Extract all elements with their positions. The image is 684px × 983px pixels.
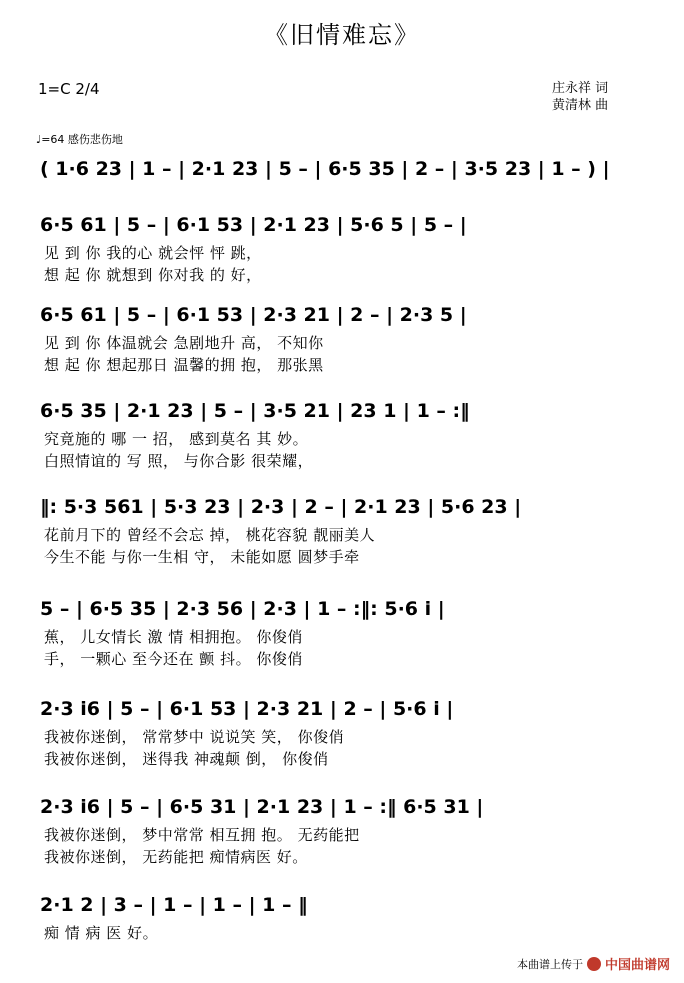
notation-text: 6·5 61 | 5 – | 6·1 53 | 2·3 21 | 2 – | 2·3 5 | (40, 304, 467, 326)
lyric-text: 我被你迷倒， 迷得我 神魂颠 倒， 你俊俏 (44, 750, 329, 768)
lyric-text: 痴 情 病 医 好。 (44, 924, 159, 942)
composer: 黄清林 曲 (552, 98, 609, 113)
lyric-line (0, 524, 684, 546)
footer-text: 本曲谱上传于 (516, 957, 583, 971)
lyric-text: 见 到 你 我的心 就会怦 怦 跳， (44, 244, 262, 262)
key-signature: 1=C 2/4 (38, 80, 100, 98)
lyricist: 庄永祥 词 (552, 81, 609, 96)
credits (552, 80, 608, 114)
lyric-text: 蕉， 儿女情长 激 情 相拥抱。 你俊俏 (44, 628, 303, 646)
score-system (0, 298, 684, 376)
notation-text: 6·5 61 | 5 – | 6·1 53 | 2·1 23 | 5·6 5 | 5 – | (40, 214, 467, 236)
lyric-text: 花前月下的 曾经不会忘 掉， 桃花容貌 靓丽美人 (44, 526, 376, 544)
lyric-line (0, 922, 684, 944)
notation-text: ‖: 5·3 561 | 5·3 23 | 2·3 | 2 – | 2·1 23 | 5·6 23 | (40, 496, 522, 518)
notation-row (0, 394, 684, 428)
site-logo[interactable]: 中国曲谱网 (604, 958, 670, 973)
score-system (0, 592, 684, 670)
score-system (0, 888, 684, 944)
notation-text: 2·3 i6 | 5 – | 6·1 53 | 2·3 21 | 2 – | 5·6 i | (40, 698, 454, 720)
tempo-marking: ♩=64 感伤悲伤地 (36, 133, 123, 146)
lyric-line (0, 748, 684, 770)
notation-row (0, 208, 684, 242)
lyric-line (0, 264, 684, 286)
lyric-text: 我被你迷倒， 梦中常常 相互拥 抱。 无药能把 (44, 826, 360, 844)
lyric-text: 我被你迷倒， 常常梦中 说说笑 笑， 你俊俏 (44, 728, 345, 746)
lyric-line (0, 450, 684, 472)
notation-text: 2·1 2 | 3 – | 1 – | 1 – | 1 – ‖ (40, 894, 308, 916)
page-title: 《旧情难忘》 (264, 21, 420, 49)
notation-text: 5 – | 6·5 35 | 2·3 56 | 2·3 | 1 – :‖: 5·6 i | (40, 598, 445, 620)
notation-text: 6·5 35 | 2·1 23 | 5 – | 3·5 21 | 23 1 | 1 – :‖ (40, 400, 470, 422)
lyric-line (0, 648, 684, 670)
lyric-line (0, 546, 684, 568)
lyric-line (0, 354, 684, 376)
score-system (0, 490, 684, 568)
notation-row (0, 790, 684, 824)
notation-row (0, 298, 684, 332)
score-system (0, 692, 684, 770)
lyric-text: 我被你迷倒， 无药能把 痴情病医 好。 (44, 848, 308, 866)
lyric-text: 想 起 你 就想到 你对我 的 好， (44, 266, 262, 284)
lyric-text: 白照情谊的 写 照， 与你合影 很荣耀， (44, 452, 314, 470)
lyric-text: 今生不能 与你一生相 守， 未能如愿 圆梦手牵 (44, 548, 360, 566)
score-system (0, 790, 684, 868)
lyric-line (0, 824, 684, 846)
notation-text: ( 1·6 23 | 1 – | 2·1 23 | 5 – | 6·5 35 | 2 – | 3·5 23 | 1 – ) | (40, 158, 610, 180)
lyric-line (0, 726, 684, 748)
score-system (0, 394, 684, 472)
notation-row (0, 592, 684, 626)
lyric-text: 究竟施的 哪 一 招， 感到莫名 其 妙。 (44, 430, 309, 448)
notation-row (0, 490, 684, 524)
lyric-text: 想 起 你 想起那日 温馨的拥 抱， 那张黑 (44, 356, 324, 374)
site-logo-icon (587, 957, 601, 971)
lyric-line (0, 626, 684, 648)
notation-row (0, 152, 684, 186)
notation-row (0, 692, 684, 726)
lyric-text: 见 到 你 体温就会 急剧地升 高， 不知你 (44, 334, 324, 352)
lyric-line (0, 846, 684, 868)
notation-text: 2·3 i6 | 5 – | 6·5 31 | 2·1 23 | 1 – :‖ 6·5 31 | (40, 796, 484, 818)
score-system (0, 152, 684, 186)
lyric-line (0, 332, 684, 354)
lyric-line (0, 428, 684, 450)
lyric-text: 手， 一颗心 至今还在 颤 抖。 你俊俏 (44, 650, 303, 668)
notation-row (0, 888, 684, 922)
lyric-line (0, 242, 684, 264)
score-system (0, 208, 684, 286)
footer (517, 954, 670, 973)
